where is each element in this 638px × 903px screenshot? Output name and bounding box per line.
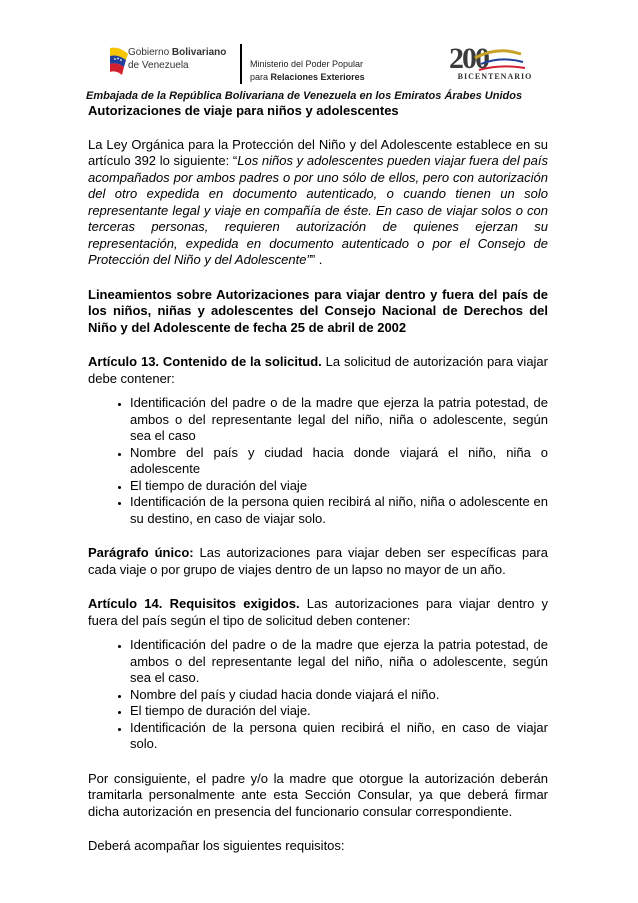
bicentenario-number: 200 [449,42,488,75]
article-14: Artículo 14. Requisitos exigidos. Las autorizaciones para viajar dentro y fuera del país según el tipo de solicitud deben contener: [88,596,548,628]
letterhead [100,40,540,90]
ministry-line1: Ministerio del Poder Popular [250,59,364,69]
ministry-name [250,58,365,84]
list-item: • El tiempo de duración del viaje. [130,703,548,720]
header-divider [240,44,242,84]
bicentenario-label: BICENTENARIO [457,72,533,81]
document-page: Gobierno Bolivariano de Venezuela Ministerio del Poder Popular para Relaciones Exteriores 200 BICENTENARIO Embajada de la República Bolivariana de Venezuela en los Emiratos Árabes Unidos Autorizaciones de viaje para niños y adolescentes La Ley Orgánica para la Protección del Niño y del Adolescente establece en su artículo 392 lo siguiente: “Los niños y adolescentes pueden viajar fuera del país acompañados por ambos padres o por uno sólo de ellos, pero con autorización del otro expedida en documento autenticado, o cuando tienen un solo representante legal y viaje en compañía de éste. En caso de viajar solos o con terceras personas, requieren autorización de quienes ejerzan su representación, expedida en documento autenticado o por el Consejo de Protección del Niño y del Adolescente”” . Lineamientos sobre Autorizaciones para viajar dentro y fuera del país de los niños, niñas y adolescentes del Consejo Nacional de Derechos del Niño y del Adolescente de fecha 25 de abril de 2002 Artículo 13. Contenido de la solicitud. La solicitud de autorización para viajar debe contener: • Identificación del padre o de la madre que ejerza la patria potestad, de ambos o del representante legal del niño, niña o adolescente, según sea el caso • Nombre del país y ciudad hacia donde viajará el niño, niña o adolescente • El tiempo de duración del viaje • Identificación de la persona quien recibirá al niño, niña o adolescente en su destino, en caso de viajar solo. Parágrafo único: Las autorizaciones para viajar deben ser específicas para cada viaje o por grupo de viajes dentro de un lapso no mayor de un año. Artículo 14. Requisitos exigidos. Las autorizaciones para viajar dentro y fuera del país según el tipo de solicitud deben contener: • Identificación del padre o de la madre que ejerza la patria potestad, de ambos o del representante legal del niño, niña o adolescente, según sea el caso. • Nombre del país y ciudad hacia donde viajará el niño. • El tiempo de duración del viaje. • Identificación de la persona quien recibirá el niño, en caso de viajar solo. Por consiguiente, el padre y/o la madre que otorgue la autorización deberán tramitarla personalmente ante esta Sección Consular, ya que deberá firmar dicha autorización en presencia del funcionario consular correspondiente. Deberá acompañar los siguientes requisitos: [0,0,638,903]
paragrafo-unico: Parágrafo único: Las autorizaciones para viajar deben ser específicas para cada viaje o por grupo de viajes dentro de un lapso no mayor de un año. [88,545,548,577]
intro-paragraph: La Ley Orgánica para la Protección del Niño y del Adolescente establece en su artículo 392 lo siguiente: “Los niños y adolescentes pueden viajar fuera del país acompañados por ambos padres o por uno sólo de ellos, pero con autorización del otro expedida en documento autenticado, o cuando tienen un solo representante legal y viaje en compañía de éste. En caso de viajar solos o con terceras personas, requieren autorización de quienes ejerzan su representación, expedida en documento autenticado o por el Consejo de Protección del Niño y del Adolescente”” . [88,136,548,267]
gov-line2: de Venezuela [128,60,189,71]
document-title: Autorizaciones de viaje para niños y adolescentes [88,103,399,118]
list-item: • El tiempo de duración del viaje [130,478,548,495]
list-item: • Identificación de la persona quien recibirá el niño, en caso de viajar solo. [130,720,548,753]
consiguiente-paragraph: Por consiguiente, el padre y/o la madre que otorgue la autorización deberán tramitarla personalmente ante esta Sección Consular, ya que deberá firmar dicha autorización en presencia del funcionario consular correspondiente. [88,770,548,819]
government-name [128,46,226,72]
bicentenario-logo [445,40,545,82]
gov-line1-regular: Gobierno [128,47,170,58]
requisitos-paragraph: Deberá acompañar los siguientes requisitos: [88,838,345,853]
list-item: • Identificación del padre o de la madre que ejerza la patria potestad, de ambos o del representante legal del niño, niña o adolescente, según sea el caso [130,395,548,445]
article-13: Artículo 13. Contenido de la solicitud. La solicitud de autorización para viajar debe contener: [88,354,548,386]
lineamientos-heading: Lineamientos sobre Autorizaciones para viajar dentro y fuera del país de los niños, niñas y adolescentes del Consejo Nacional de Derechos del Niño y del Adolescente de fecha 25 de abril de 2002 [88,286,548,335]
document-body [88,103,548,873]
list-item: • Identificación del padre o de la madre que ejerza la patria potestad, de ambos o del representante legal del niño, niña o adolescente, según sea el caso. [130,637,548,687]
article-13-list [88,395,548,527]
list-item: • Identificación de la persona quien recibirá al niño, niña o adolescente en su destino, en caso de viajar solo. [130,494,548,527]
gov-line1-bold: Bolivariano [171,47,227,58]
ministry-line2-prefix: para [250,72,269,82]
list-item: • Nombre del país y ciudad hacia donde viajará el niño. [130,687,548,704]
list-item: • Nombre del país y ciudad hacia donde viajará el niño, niña o adolescente [130,445,548,478]
ministry-line2-bold: Relaciones Exteriores [270,72,365,82]
article-14-list [88,637,548,753]
